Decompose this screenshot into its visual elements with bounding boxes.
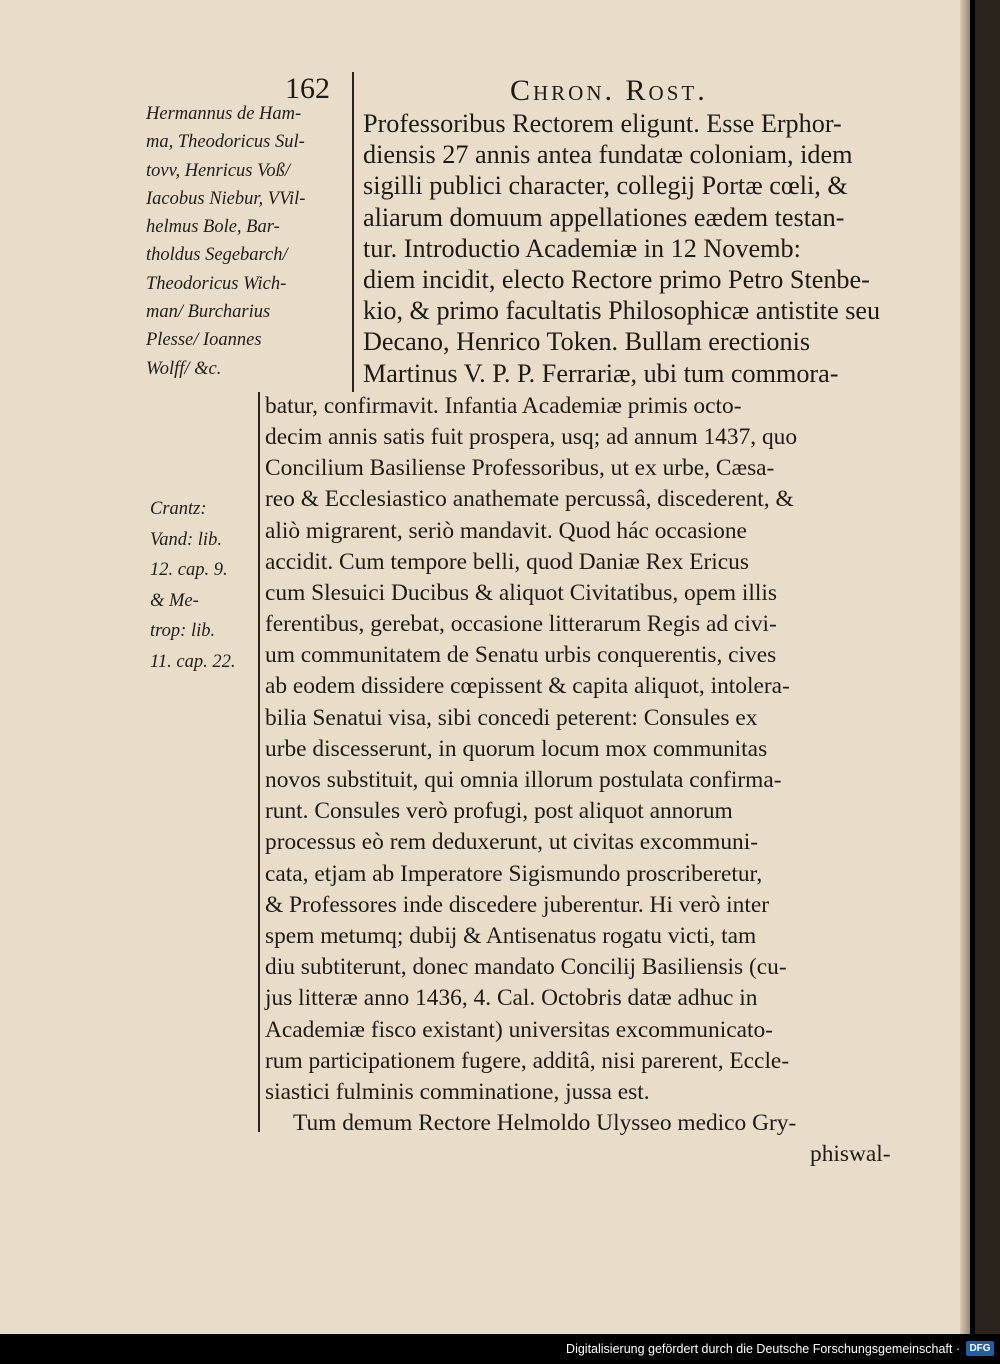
text-line: runt. Consules verò profugi, post aliquot annorum xyxy=(265,798,733,825)
margin-note-line: tholdus Segebarch/ xyxy=(146,245,288,266)
margin-note-line: trop: lib. xyxy=(150,621,216,641)
margin-note-line: Iacobus Niebur, VVil- xyxy=(146,188,306,209)
margin-note-names xyxy=(146,100,351,383)
margin-note-line: Vand: lib. xyxy=(150,529,222,550)
text-line: spem metumq; dubij & Antisenatus rogatu victi, tam xyxy=(265,922,757,949)
text-line: novos substituit, qui omnia illorum postulata confirma- xyxy=(265,767,782,794)
text-line: Tum demum Rectore Helmoldo Ulysseo medico Gry- xyxy=(293,1110,797,1137)
margin-note-line: Plesse/ Ioannes xyxy=(146,330,262,351)
text-line: phiswal- xyxy=(810,1141,891,1168)
text-line: Concilium Basiliense Professoribus, ut ex urbe, Cæsa- xyxy=(265,455,775,482)
text-line: aliarum domuum appellationes eædem testan- xyxy=(363,202,845,232)
text-line: diu subtiterunt, donec mandato Concilij Basiliensis (cu- xyxy=(265,954,787,981)
text-line: Professoribus Rectorem eligunt. Esse Erphor- xyxy=(363,109,842,138)
dfg-logo-icon: DFG xyxy=(966,1341,994,1356)
margin-note-line: man/ Burcharius xyxy=(146,302,271,323)
margin-note-line: helmus Bole, Bar- xyxy=(146,217,280,238)
margin-note-citation xyxy=(150,494,255,677)
text-line: Martinus V. P. P. Ferrariæ, ubi tum commora- xyxy=(363,358,839,388)
text-line: reo & Ecclesiastico anathemate percussâ, discederent, & xyxy=(265,486,794,513)
column-rule-upper xyxy=(352,72,354,392)
text-line: rum participationem fugere, additâ, nisi parerent, Eccle- xyxy=(265,1047,790,1074)
page-edge xyxy=(960,0,970,1334)
body-text-lower xyxy=(265,391,955,1171)
text-line: cum Slesuici Ducibus & aliquot Civitatibus, opem illis xyxy=(265,579,777,606)
text-line: accidit. Cum tempore belli, quod Daniæ Rex Ericus xyxy=(265,548,749,575)
text-line: sigilli publici character, collegij Portæ cœli, & xyxy=(363,171,848,201)
column-rule-lower xyxy=(258,392,260,1132)
text-line: bilia Senatui visa, sibi concedi peterent: Consules ex xyxy=(265,704,758,731)
text-line: Academiæ fisco existant) universitas excommunicato- xyxy=(265,1016,773,1043)
text-line: processus eò rem deduxerunt, ut civitas excommuni- xyxy=(265,829,759,856)
text-line: kio, & primo facultatis Philosophicæ antistite seu xyxy=(363,296,881,326)
book-edge xyxy=(975,0,1000,1334)
text-line: ab eodem dissidere cœpissent & capita aliquot, intolera- xyxy=(265,673,790,700)
text-line: batur, confirmavit. Infantia Academiæ primis octo- xyxy=(265,392,742,419)
text-line: um communitatem de Senatu urbis conquerentis, cives xyxy=(265,642,777,669)
text-line: & Professores inde discedere juberentur. Hi verò inter xyxy=(265,891,770,918)
margin-note-line: Theodoricus Wich- xyxy=(146,273,287,294)
running-title: Chron. Rost. xyxy=(510,74,708,107)
text-line: diensis 27 annis antea fundatæ coloniam, idem xyxy=(363,140,853,170)
text-line: ferentibus, gerebat, occasione litterarum Regis ad civi- xyxy=(265,611,777,638)
text-line: aliò migrarent, seriò mandavit. Quod hác occasione xyxy=(265,517,747,544)
footer-bar xyxy=(0,1334,1000,1364)
margin-note-line: Hermannus de Ham- xyxy=(146,104,302,124)
margin-note-line: Wolff/ &c. xyxy=(146,358,222,379)
text-line: decim annis satis fuit prospera, usq; ad annum 1437, quo xyxy=(265,423,798,450)
text-line: Decano, Henrico Token. Bullam erectionis xyxy=(363,327,811,357)
text-line: cata, etjam ab Imperatore Sigismundo proscriberetur, xyxy=(265,860,763,887)
margin-note-line: 11. cap. 22. xyxy=(150,651,236,672)
margin-note-line: tovv, Henricus Voß/ xyxy=(146,160,291,181)
text-line: tur. Introductio Academiæ in 12 Novemb: xyxy=(363,233,801,263)
text-line: diem incidit, electo Rectore primo Petro Stenbe- xyxy=(363,264,870,294)
text-line: jus litteræ anno 1436, 4. Cal. Octobris datæ adhuc in xyxy=(265,985,758,1012)
page-number: 162 xyxy=(285,72,330,105)
margin-note-line: & Me- xyxy=(150,590,199,611)
margin-note-line: 12. cap. 9. xyxy=(150,560,228,580)
margin-note-line: Crantz: xyxy=(150,499,207,519)
text-line: urbe discesserunt, in quorum locum mox communitas xyxy=(265,735,768,762)
margin-note-line: ma, Theodoricus Sul- xyxy=(146,132,305,153)
footer-credit: Digitalisierung gefördert durch die Deutsche Forschungsgemeinschaft · xyxy=(566,1342,960,1356)
text-line: siastici fulminis comminatione, jussa est. xyxy=(265,1078,650,1105)
body-text-upper xyxy=(363,108,938,389)
